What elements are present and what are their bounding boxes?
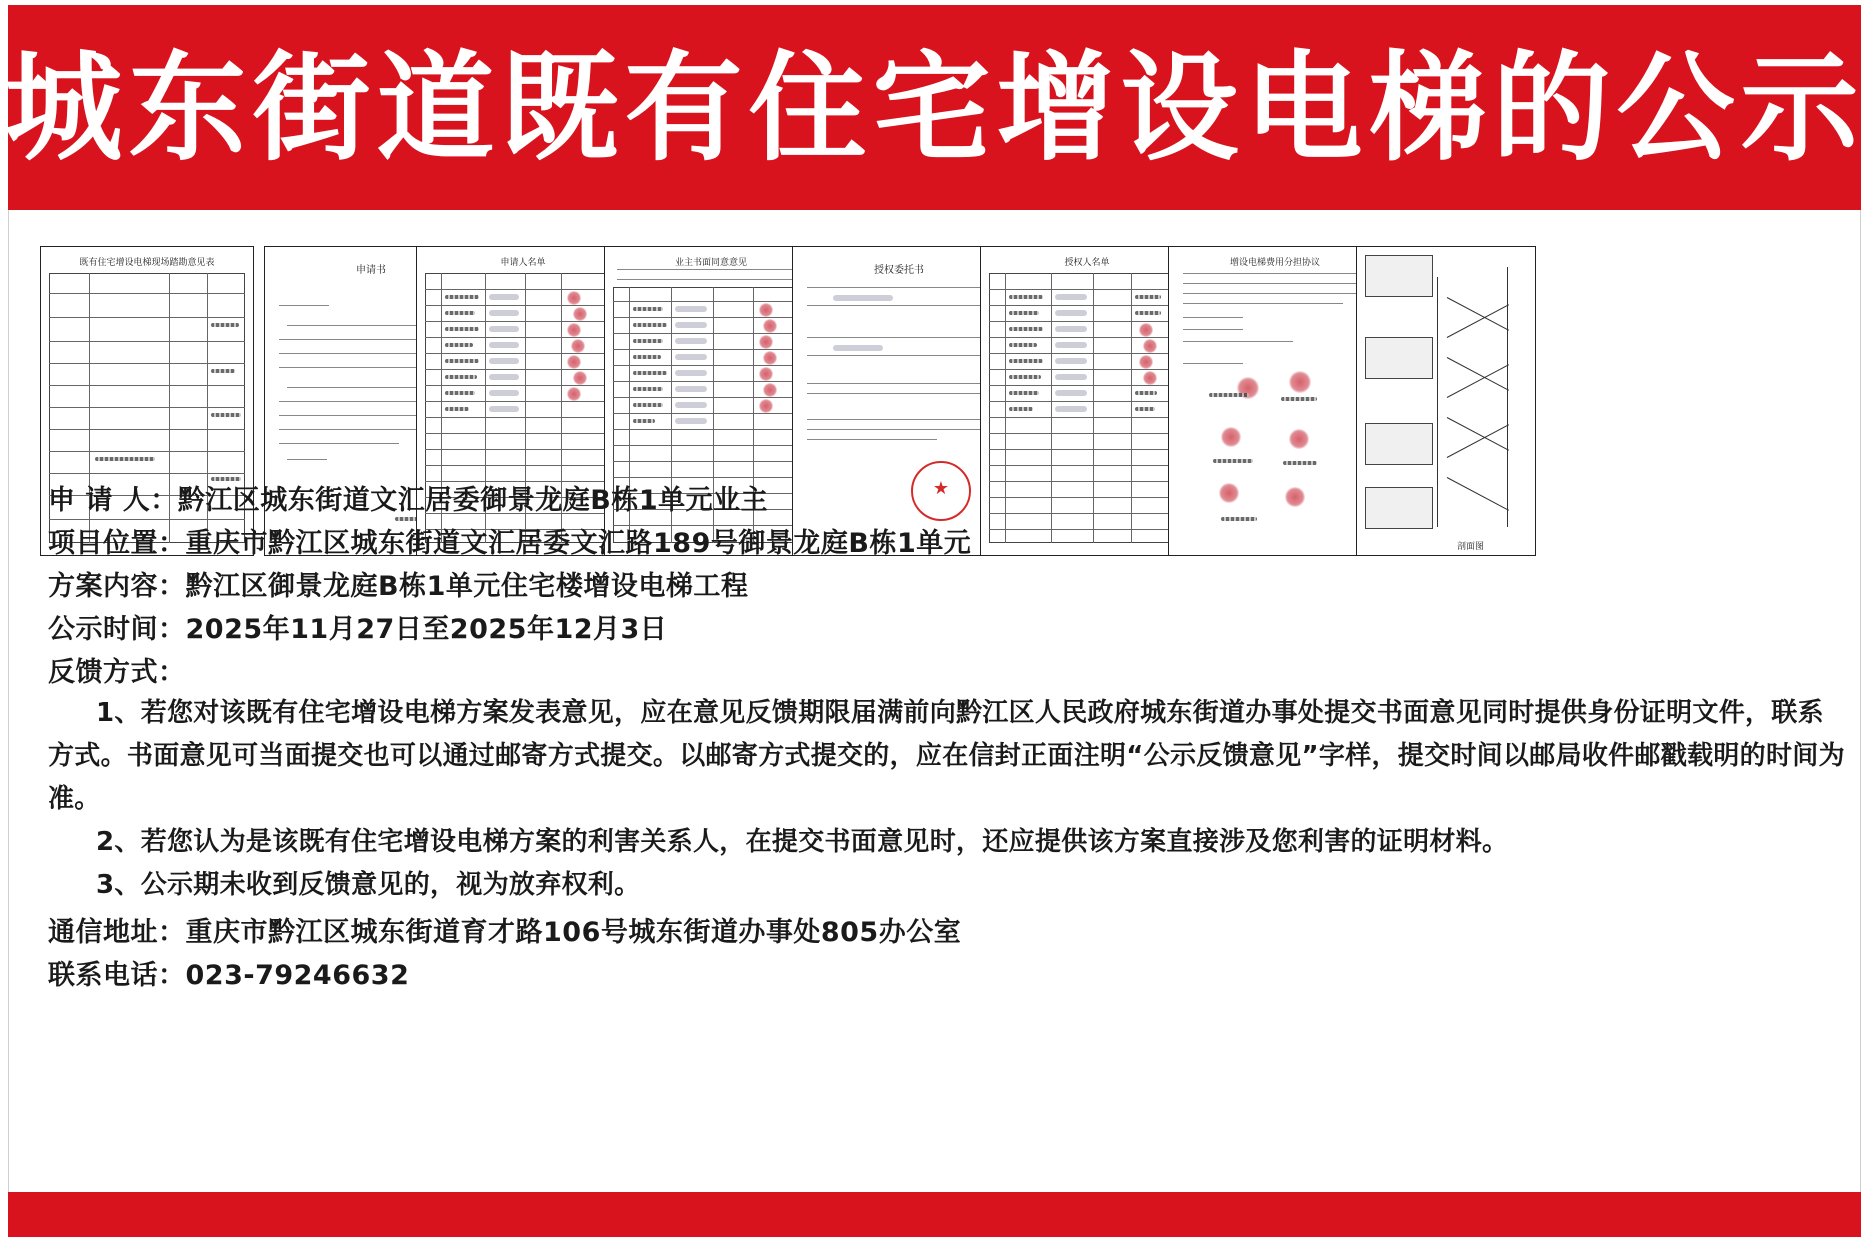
drawing-label: 剖面图 (1457, 542, 1485, 552)
frame-right (1860, 210, 1861, 1192)
doc-title: 授权人名单 (1064, 258, 1110, 268)
address-line (48, 910, 961, 949)
address-value: 重庆市黔江区城东街道育才路106号城东街道办事处805办公室 (185, 917, 962, 948)
phone-value: 023-79246632 (185, 960, 410, 991)
applicant-label: 申 请 人： (48, 485, 178, 516)
doc-authorizer-list (980, 246, 1194, 556)
phone-line (48, 953, 409, 992)
doc-cost-agreement (1168, 246, 1382, 556)
feedback-item-2: 2、若您认为是该既有住宅增设电梯方案的利害关系人，在提交书面意见时，还应提供该方案直接涉及您利害的证明材料。 (96, 827, 1509, 857)
phone-label: 联系电话： (48, 960, 186, 991)
doc-title: 授权委托书 (874, 265, 924, 276)
plan-line (48, 564, 748, 603)
plan-label: 方案内容： (48, 571, 186, 602)
doc-section-drawing (1356, 246, 1536, 556)
location-value: 重庆市黔江区城东街道文汇居委文汇路189号御景龙庭B栋1单元 (185, 528, 972, 559)
period-value: 2025年11月27日至2025年12月3日 (185, 614, 668, 645)
doc-title: 申请书 (356, 265, 386, 276)
official-seal (911, 461, 971, 521)
applicant-value: 黔江区城东街道文汇居委御景龙庭B栋1单元业主 (177, 485, 769, 516)
footer-band (8, 1192, 1861, 1237)
location-line (48, 521, 971, 560)
feedback-item-3: 3、公示期未收到反馈意见的，视为放弃权利。 (96, 870, 641, 900)
doc-title: 增设电梯费用分担协议 (1229, 258, 1320, 268)
notice-title: 城东街道既有住宅增设电梯的公示 (4, 38, 1865, 177)
address-label: 通信地址： (48, 917, 186, 948)
doc-power-of-attorney (792, 246, 1006, 556)
feedback-heading: 反馈方式： (48, 657, 186, 688)
doc-title: 申请人名单 (500, 258, 546, 268)
plan-value: 黔江区御景龙庭B栋1单元住宅楼增设电梯工程 (185, 571, 749, 602)
feedback-item-1: 1、若您对该既有住宅增设电梯方案发表意见，应在意见反馈期限届满前向黔江区人民政府城东街道办事处提交书面意见同时提供身份证明文件，联系方式。书面意见可当面提交也可以通过邮寄方式提交。以邮寄方式提交的，应在信封正面注明“公示反馈意见”字样，提交时间以邮局收件邮戳载明的时间为准。 (48, 698, 1845, 814)
doc-title: 既有住宅增设电梯现场踏勘意见表 (79, 258, 215, 268)
frame-left (8, 210, 9, 1192)
authorizer-table (989, 273, 1185, 543)
location-label: 项目位置： (48, 528, 186, 559)
period-line (48, 607, 667, 646)
period-label: 公示时间： (48, 614, 186, 645)
doc-title: 业主书面同意意见 (674, 258, 747, 268)
applicant-line (48, 478, 768, 517)
